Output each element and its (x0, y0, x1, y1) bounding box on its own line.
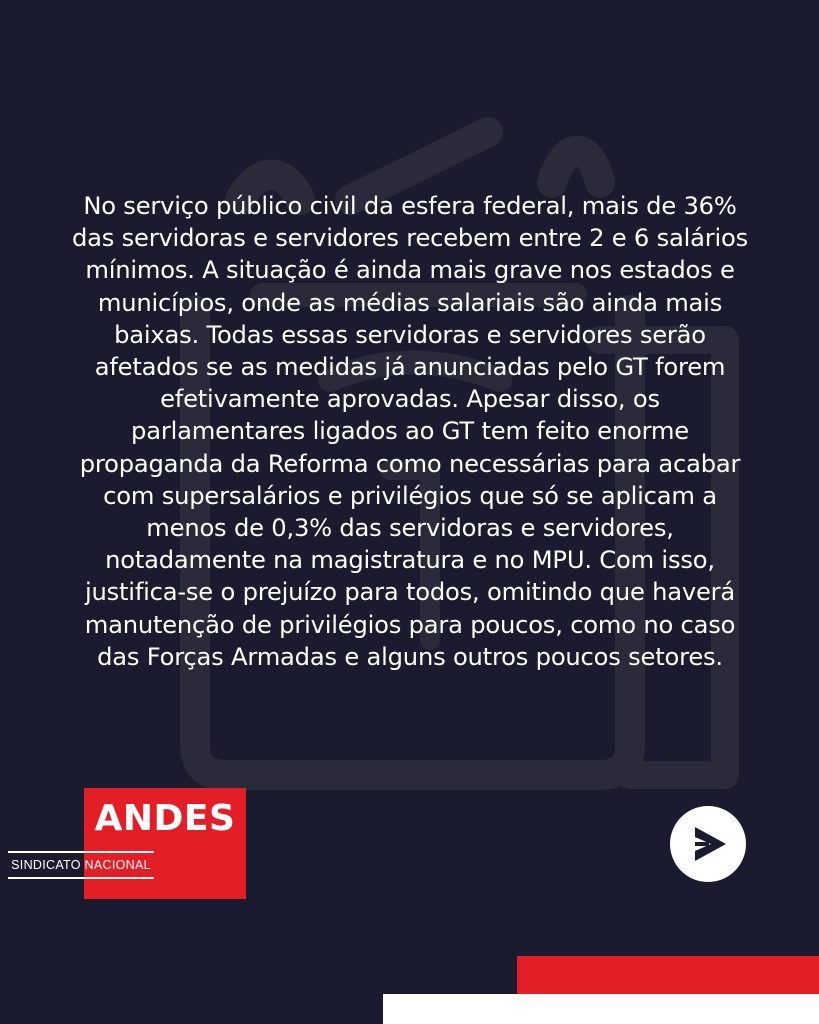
andes-logo (84, 788, 246, 899)
next-button[interactable] (670, 806, 746, 882)
post-body-text: No serviço público civil da esfera federal, mais de 36% das servidoras e servidores recebem entre 2 e 6 salários mínimos. A situação é ainda mais grave nos estados e municípios, onde as médias salariais são ainda mais baixas. Todas essas servidoras e servidores serão afetados se as medidas já anunciadas pelo GT forem efetivamente aprovadas. Apesar disso, os parlamentares ligados ao GT tem feito enorme propaganda da Reforma como necessárias para acabar com supersalários e privilégios que só se aplicam a menos de 0,3% das servidoras e servidores, notadamente na magistratura e no MPU. Com isso, justifica-se o prejuízo para todos, omitindo que haverá manutenção de privilégios para poucos, como no caso das Forças Armadas e alguns outros poucos setores. (71, 192, 749, 671)
accent-bar-red (517, 956, 819, 994)
logo-title: ANDES (94, 798, 236, 839)
logo-divider-top (8, 851, 154, 853)
logo-subtitle: SINDICATO NACIONAL (11, 858, 151, 872)
chevron-right-icon (670, 806, 746, 882)
logo-divider-bottom (8, 877, 154, 879)
accent-bar-white (383, 994, 819, 1024)
